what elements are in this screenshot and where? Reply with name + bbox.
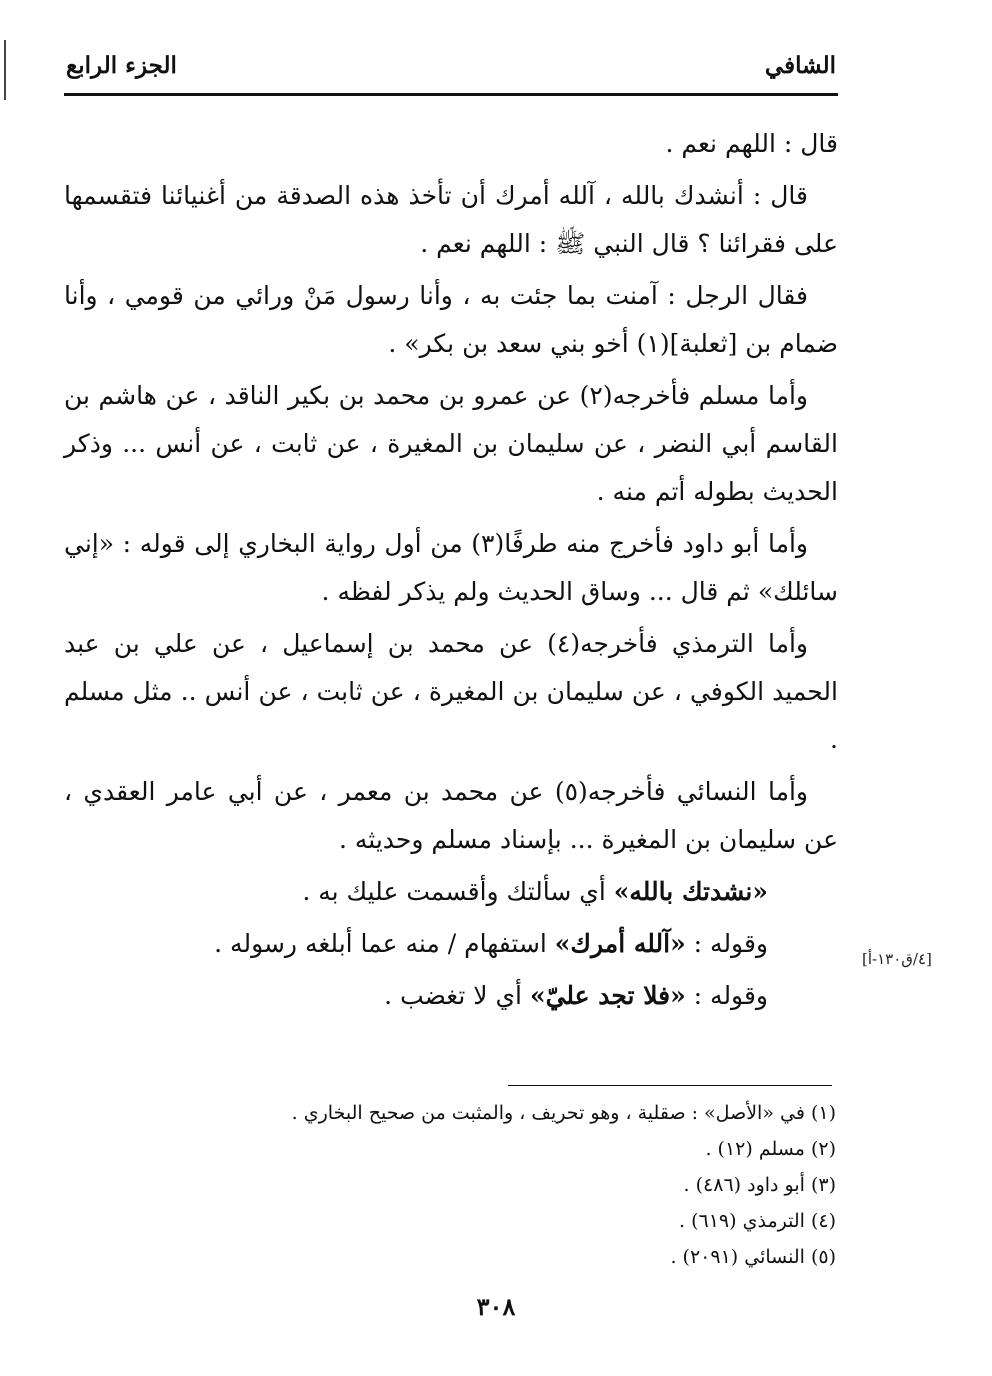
footnotes: [64, 1095, 836, 1275]
main-text: [64, 120, 838, 1024]
paragraph-10: [64, 972, 838, 1020]
footnote-5: (٥) النسائي (٢٠٩١) .: [670, 1246, 836, 1268]
paragraph-2: قال : أنشدك بالله ، آلله أمرك أن تأخذ هذه الصدقة من أغنيائنا فتقسمها على فقرائنا ؟ قال النبي ﷺ : اللهم نعم .: [64, 181, 838, 258]
page-number: ٣٠٨: [476, 1292, 516, 1321]
paragraph-5: وأما أبو داود فأخرج منه طرفًا(٣) من أول رواية البخاري إلى قوله : «إني سائلك» ثم قال ... وساق الحديث ولم يذكر لفظه .: [64, 529, 838, 606]
paragraph-4: وأما مسلم فأخرجه(٢) عن عمرو بن محمد بن بكير الناقد ، عن هاشم بن القاسم أبي النضر ، عن سليمان بن المغيرة ، عن ثابت ، عن أنس ... وذكر الحديث بطوله أتم منه .: [64, 381, 838, 506]
paragraph-7: وأما النسائي فأخرجه(٥) عن محمد بن معمر ، عن أبي عامر العقدي ، عن سليمان بن المغيرة ... بإسناد مسلم وحديثه .: [64, 777, 838, 854]
manuscript-folio-ref: [٤/ق١٣٠-أ]: [862, 950, 932, 968]
scan-edge-mark: [4, 40, 6, 100]
paragraph-3: فقال الرجل : آمنت بما جئت به ، وأنا رسول مَنْ ورائي من قومي ، وأنا ضمام بن [ثعلبة](١) أخو بني سعد بن بكر» .: [64, 281, 838, 358]
quoted-phrase: «آلله أمرك»: [554, 929, 686, 958]
footnote-4: (٤) الترمذي (٦١٩) .: [679, 1210, 836, 1232]
book-title: الشافي: [764, 52, 836, 79]
explanation: أي سألتك وأقسمت عليك به .: [302, 877, 614, 906]
paragraph-9: [64, 920, 838, 968]
lead-in: وقوله :: [685, 929, 768, 958]
header-rule: [64, 93, 838, 96]
running-header: [66, 52, 836, 92]
footnote-1: (١) في «الأصل» : صقلية ، وهو تحريف ، والمثبت من صحيح البخاري .: [291, 1102, 836, 1124]
quoted-phrase: «فلا تجد عليّ»: [529, 981, 686, 1010]
explanation: أي لا تغضب .: [384, 981, 530, 1010]
paragraph-8: [64, 868, 838, 916]
paragraph-6: وأما الترمذي فأخرجه(٤) عن محمد بن إسماعيل ، عن علي بن عبد الحميد الكوفي ، عن سليمان بن المغيرة ، عن ثابت ، عن أنس .. مثل مسلم .: [64, 629, 838, 754]
footnote-separator: [508, 1085, 832, 1086]
footnote-2: (٢) مسلم (١٢) .: [705, 1138, 836, 1160]
quoted-phrase: «نشدتك بالله»: [613, 877, 768, 906]
paragraph-1: قال : اللهم نعم .: [665, 129, 838, 158]
volume-title: الجزء الرابع: [66, 52, 177, 79]
footnote-3: (٣) أبو داود (٤٨٦) .: [683, 1174, 836, 1196]
lead-in: وقوله :: [685, 981, 768, 1010]
explanation: استفهام / منه عما أبلغه رسوله .: [214, 929, 555, 958]
